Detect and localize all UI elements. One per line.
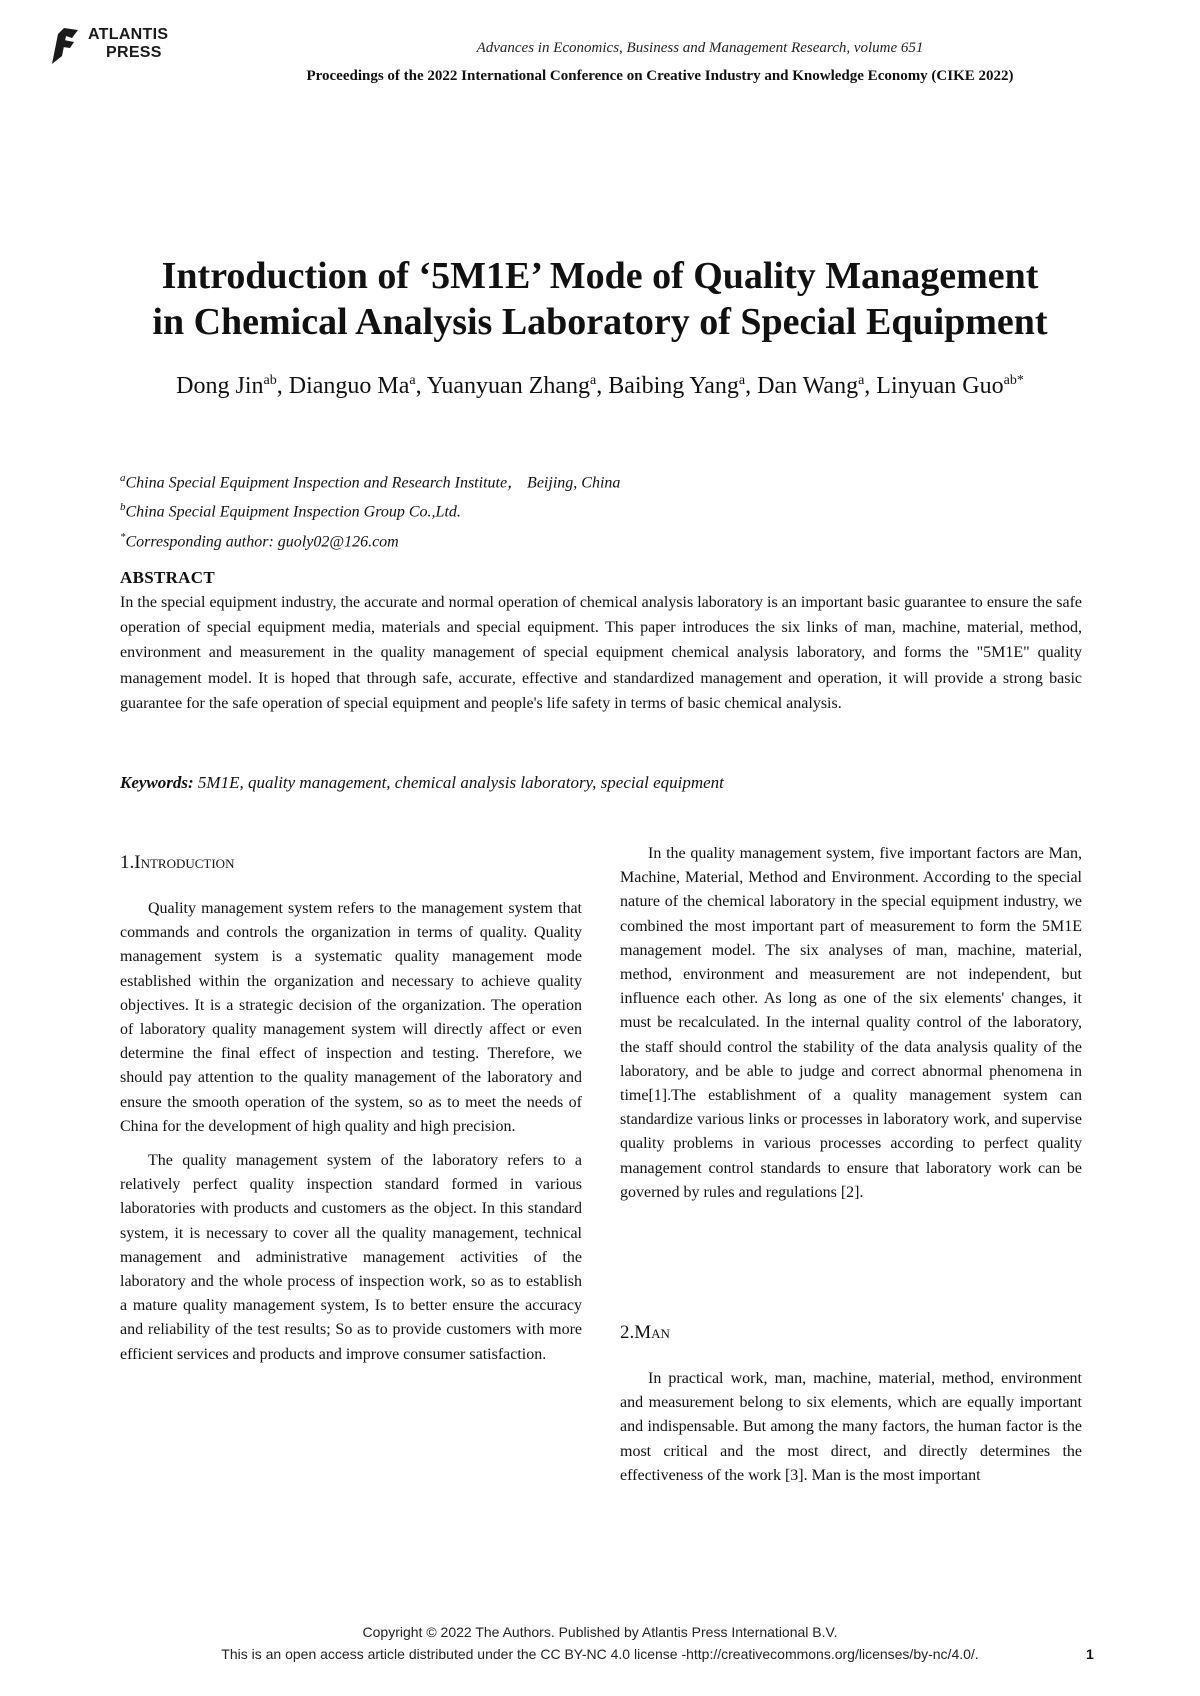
keywords [120, 773, 1082, 793]
affiliation-text: China Special Equipment Inspection and Research Institute， Beijing, China [125, 474, 621, 492]
author-affiliation-mark: a [738, 373, 746, 388]
logo-text-line1: ATLANTIS [88, 26, 169, 43]
page-number: 1 [1086, 1646, 1094, 1662]
affiliation-text: China Special Equipment Inspection Group Co.,Ltd. [125, 503, 461, 521]
author-affiliation-mark: a [409, 373, 416, 388]
keywords-text: 5M1E, quality management, chemical analysis laboratory, special equipment [193, 773, 724, 792]
affiliation-line [120, 525, 1120, 554]
author-separator: , [415, 373, 427, 399]
author-name: Yuanyuan Zhang [426, 373, 591, 399]
author-name: Dan Wang [757, 373, 859, 399]
section-heading-man: 2.Man [620, 1322, 670, 1343]
author-name: Linyuan Guo [876, 373, 1004, 399]
paragraph: The quality management system of the laboratory refers to a relatively perfect quality inspection standard formed in various laboratories with products and customers as the object. In this standard system, it is necessary to cover all the quality management, technical management and administrative management activities of the laboratory and the whole process of inspection work, so as to establish a mature quality management system, Is to better ensure the accuracy and reliability of the test results; So as to provide customers with more efficient services and products and improve consumer satisfaction. [120, 1152, 582, 1363]
affiliation-text: Corresponding author: guoly02@126.com [125, 532, 399, 550]
abstract-text: In the special equipment industry, the accurate and normal operation of chemical analysis laboratory is an important basic guarantee to ensure the safe operation of special equipment media, materials and special equipment. This paper introduces the six links of man, machine, material, method, environment and measurement in the quality management of special equipment chemical analysis laboratory, and forms the "5M1E" quality management model. It is hoped that through safe, accurate, effective and standardized management and operation, it will provide a strong basic guarantee for the safe operation of special equipment and people's life safety in terms of basic chemical analysis. [120, 594, 1082, 712]
proceedings-title: Proceedings of the 2022 International Conference on Creative Industry and Knowledge Economy (CIKE 2022) [306, 68, 1014, 84]
author-affiliation-mark: ab* [1003, 373, 1024, 388]
copyright-notice: Copyright © 2022 The Authors. Published by Atlantis Press International B.V. [362, 1624, 838, 1640]
logo-text-line2: PRESS [106, 44, 162, 61]
title-line-1: Introduction of ‘5M1E’ Mode of Quality Management [161, 255, 1039, 297]
affiliation-mark: b [120, 501, 126, 514]
author-name: Dianguo Ma [288, 373, 410, 399]
left-column [120, 897, 582, 1377]
affiliation-mark: * [120, 530, 126, 543]
paragraph: In practical work, man, machine, material, method, environment and measurement belong to six elements, which are equally important and indispensable. But among the many factors, the human factor is the most critical and the most direct, and directly determines the effectiveness of the work [3]. Man is the most important [620, 1370, 1082, 1484]
author-affiliation-mark: ab [263, 373, 277, 388]
author-affiliation-mark: a [590, 373, 597, 388]
affiliation-line [120, 495, 1120, 524]
paper-title [60, 253, 1140, 345]
keywords-label: Keywords: [120, 773, 194, 792]
author-name: Dong Jin [176, 373, 264, 399]
author-separator: , [276, 373, 289, 399]
paragraph: Quality management system refers to the management system that commands and controls the organization in terms of quality. Quality management system is a systematic quality management mode established within the organization and necessary to achieve quality objectives. It is a strategic decision of the organization. The operation of laboratory quality management system will directly affect or even determine the final effect of inspection and testing. Therefore, we should pay attention to the quality management of the laboratory and ensure the smooth operation of the system, so as to meet the needs of China for the development of high quality and high precision. [120, 900, 582, 1135]
affiliation-line [120, 466, 1120, 495]
author-name: Baibing Yang [608, 373, 739, 399]
affiliations [120, 466, 1120, 554]
author-separator: , [596, 373, 609, 399]
affiliation-mark: a [120, 472, 126, 484]
author-list [90, 357, 1110, 410]
license-notice: This is an open access article distributed under the CC BY-NC 4.0 license -http://creativecommons.org/licenses/by-nc/4.0/. [221, 1646, 979, 1662]
title-line-2: in Chemical Analysis Laboratory of Special Equipment [152, 301, 1048, 343]
right-column-section2 [620, 1367, 1082, 1498]
section-heading-introduction: 1.Introduction [120, 852, 235, 873]
abstract-heading: ABSTRACT [120, 568, 215, 587]
author-separator: , [864, 373, 877, 399]
series-title: Advances in Economics, Business and Management Research, volume 651 [476, 40, 924, 56]
paragraph: In the quality management system, five important factors are Man, Machine, Material, Method and Environment. According to the special nature of the chemical laboratory in the special equipment industry, we combined the most important part of measurement to form the 5M1E management model. The six analyses of man, machine, material, method, environment and measurement are not independent, but influence each other. As long as one of the six elements' changes, it must be recalculated. In the internal quality control of the laboratory, the staff should control the stability of the data analysis quality of the laboratory, and be able to judge and correct abnormal phenomena in time[1].The establishment of a quality management system can standardize various links or processes in laboratory work, and supervise quality problems in various processes according to perfect quality management control standards to ensure that laboratory work can be governed by rules and regulations [2]. [620, 845, 1082, 1201]
right-column [620, 842, 1082, 1215]
author-separator: , [745, 373, 758, 399]
author-affiliation-mark: a [858, 373, 865, 388]
